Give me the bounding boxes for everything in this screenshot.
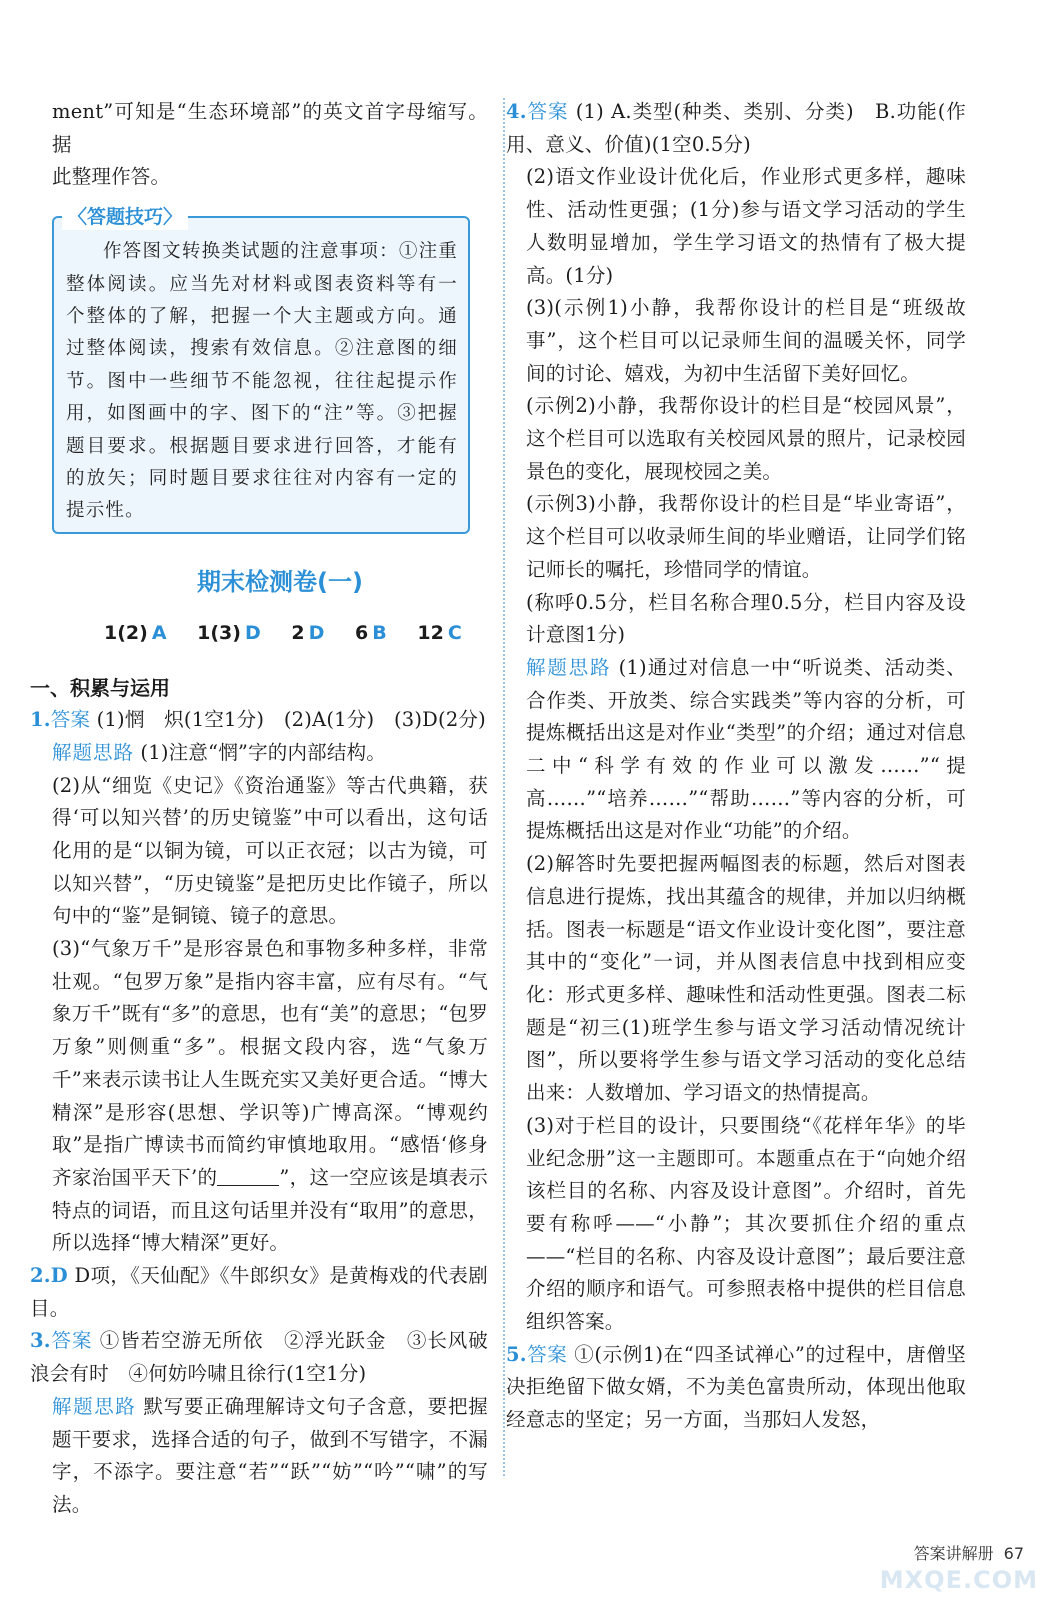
- q2-text: D项，《天仙配》《牛郎织女》是黄梅戏的代表剧目。: [30, 1264, 488, 1320]
- q4-answer-2: (2)语文作业设计优化后，作业形式更多样，趣味性、活动性更强；(1分)参与语文学习活动的学生人数明显增加，学生学习语文的热情有了极大提高。(1分): [526, 165, 966, 287]
- q4-think-3: (3)对于栏目的设计，只要围绕“《花样年华》的毕业纪念册”这一主题即可。本题重点在于“向她介绍该栏目的名称、内容及设计意图”。介绍时，首先要有称呼——“小静”；其次要抓住介绍的重点——“栏目的名称、内容及设计意图”；最后要注意介绍的顺序和语气。可参照表格中提供的栏目信息组织答案。: [526, 1113, 966, 1334]
- q1-think-2: (2)从“细览《史记》《资治通鉴》等古代典籍，获得‘可以知兴替’的历史镜鉴”中可以看出，这句话化用的是“以铜为镜，可以正衣冠；以古为镜，可以知兴替”，“历史镜鉴”是把历史比作镜子，所以句中的“鉴”是铜镜、镜子的意思。: [52, 773, 488, 928]
- answer-key-number: 12: [417, 622, 444, 645]
- intro-line-2: 此整理作答。: [52, 165, 171, 189]
- left-column: [30, 96, 489, 1522]
- watermark-text: MXQE.COM: [879, 1566, 1038, 1594]
- q1-think-3b: ”，这一空应该是填表示特点的词语，而且这句话里并没有“取用”的意思，所以选择“博大精深”更好。: [52, 1165, 489, 1255]
- q1-answer-tag: 答案: [50, 708, 91, 732]
- q1-think-1-text: (1)注意“惘”字的内部结构。: [140, 740, 386, 764]
- answer-key-row: [52, 616, 488, 650]
- q3-answer-text: ①皆若空游无所依 ②浮光跃金 ③长风破浪会有时 ④何妨吟啸且徐行(1空1分): [30, 1329, 488, 1386]
- tip-text: 作答图文转换类试题的注意事项：①注重整体阅读。应当先对材料或图表资料等有一个整体的了解，把握一个大主题或方向。通过整体阅读，搜索有效信息。②注意图的细节。图中一些细节不能忽视，往往起提示作用，如图画中的字、图下的“注”等。③把握题目要求。根据题目要求进行回答，才能有的放矢；同时题目要求往往对内容有一定的提示性。: [66, 241, 458, 522]
- q3-think-tag: 解题思路: [52, 1394, 137, 1418]
- q3-answer-tag: 答案: [50, 1329, 93, 1353]
- q5-text: ①(示例1)在“四圣试禅心”的过程中，唐僧坚决拒绝留下做女婿，不为美色富贵所动，体现出他取经意志的坚定；另一方面，当那妇人发怒，: [506, 1342, 967, 1432]
- q3-think-text: 默写要正确理解诗文句子含意，要把握题干要求，选择合适的句子，做到不写错字，不漏字，不添字。要注意“若”“跃”“妨”“吟”“啸”的写法。: [52, 1394, 488, 1516]
- q1-number: 1.: [30, 708, 51, 732]
- intro-line-1: ment”可知是“生态环境部”的英文首字母缩写。据: [52, 100, 488, 156]
- column-divider: [503, 98, 505, 1476]
- right-column: [506, 96, 967, 1437]
- q4-think-2: (2)解答时先要把握两幅图表的标题，然后对图表信息进行提炼，找出其蕴含的规律，并加以归纳概括。图表一标题是“语文作业设计变化图”，要注意其中的“变化”一词，并从图表信息中找到相应变化：形式更多样、趣味性和活动性更强。图表二标题是“初三(1)班学生参与语文学习活动情况统计图”，所以要将学生参与语文学习活动的变化总结出来：人数增加、学习语文的热情提高。: [526, 852, 966, 1105]
- q2-answer: [30, 1260, 488, 1325]
- answer-key-value: A: [151, 622, 167, 645]
- tip-label-text: 答题技巧: [87, 206, 164, 229]
- answer-key-number: 1(3): [197, 622, 241, 645]
- q4-answer-tag: 答案: [526, 100, 569, 123]
- page-number: 67: [1003, 1544, 1024, 1563]
- q4-think-1-text: (1)通过对信息一中“听说类、活动类、合作类、开放类、综合实践类”等内容的分析，可提炼概括出这是对作业“类型”的介绍；通过对信息二中“科学有效的作业可以激发……”“提高……”“培养……”“帮助……”等内容的分析，可提炼概括出这是对作业“功能”的介绍。: [526, 655, 966, 843]
- q5-answer: [506, 1339, 966, 1437]
- q1-think-tag: 解题思路: [52, 740, 135, 764]
- answer-key-number: 1(2): [104, 622, 148, 645]
- q1-think-1: [52, 737, 488, 770]
- q1-answer: [30, 704, 488, 737]
- q3-answer: [30, 1325, 488, 1390]
- q4-think-tag: 解题思路: [526, 655, 612, 679]
- footer-label: 答案讲解册: [913, 1544, 994, 1563]
- answer-key-value: C: [447, 622, 462, 645]
- q4-think-1: [526, 652, 966, 848]
- q5-number: 5.: [506, 1342, 527, 1366]
- tip-box: [52, 206, 470, 534]
- q1-think-3: [52, 933, 488, 1260]
- q1-think-3a: (3)“气象万千”是形容景色和事物多种多样，非常壮观。“包罗万象”是指内容丰富，应有尽有。“气象万千”既有“多”的意思，也有“美”的意思；“包罗万象”则侧重“多”。根据文段内容，选“气象万千”来表示读书让人生既充实又美好更合适。“博大精深”是形容(思想、学识等)广博高深。“博观约取”是指广博读书而简约审慎地取用。“感悟‘修身齐家治国平天下’的: [52, 937, 488, 1189]
- q4-answer-1-text: (1) A.类型(种类、类别、分类) B.功能(作用、意义、价值)(1空0.5分): [506, 100, 966, 156]
- tip-label: 〈答题技巧〉: [62, 204, 188, 230]
- q3-think: [52, 1391, 488, 1522]
- section-title: 期末检测卷(一): [197, 568, 363, 597]
- q4-answer-1: [506, 96, 966, 161]
- answer-key-number: 2: [291, 622, 305, 645]
- page-footer: [914, 1541, 1024, 1564]
- fill-blank: [217, 1165, 279, 1186]
- answer-key-value: D: [308, 622, 325, 645]
- answer-key-value: B: [372, 622, 387, 645]
- answer-key-number: 6: [355, 622, 369, 645]
- q4-number: 4.: [506, 100, 527, 123]
- q4-answer-6: (称呼0.5分，栏目名称合理0.5分，栏目内容及设计意图1分): [526, 590, 966, 647]
- part-heading: 一、积累与运用: [30, 676, 170, 701]
- q5-answer-tag: 答案: [526, 1342, 568, 1366]
- answer-key-value: D: [244, 622, 261, 645]
- q4-answer-5: (示例3)小静，我帮你设计的栏目是“毕业寄语”，这个栏目可以收录师生间的毕业赠语，让同学们铭记师长的嘱托，珍惜同学的情谊。: [526, 492, 966, 581]
- q4-answer-3: (3)(示例1)小静，我帮你设计的栏目是“班级故事”，这个栏目可以记录师生间的温暖关怀，同学间的讨论、嬉戏，为初中生活留下美好回忆。: [526, 296, 966, 385]
- q3-number: 3.: [30, 1329, 51, 1353]
- q2-letter: D: [50, 1264, 68, 1288]
- q4-answer-4: (示例2)小静，我帮你设计的栏目是“校园风景”，这个栏目可以选取有关校园风景的照片，记录校园景色的变化，展现校园之美。: [526, 394, 966, 483]
- q1-answer-text: (1)惘 炽(1空1分) (2)A(1分) (3)D(2分): [96, 708, 486, 732]
- q2-number: 2.: [30, 1264, 51, 1288]
